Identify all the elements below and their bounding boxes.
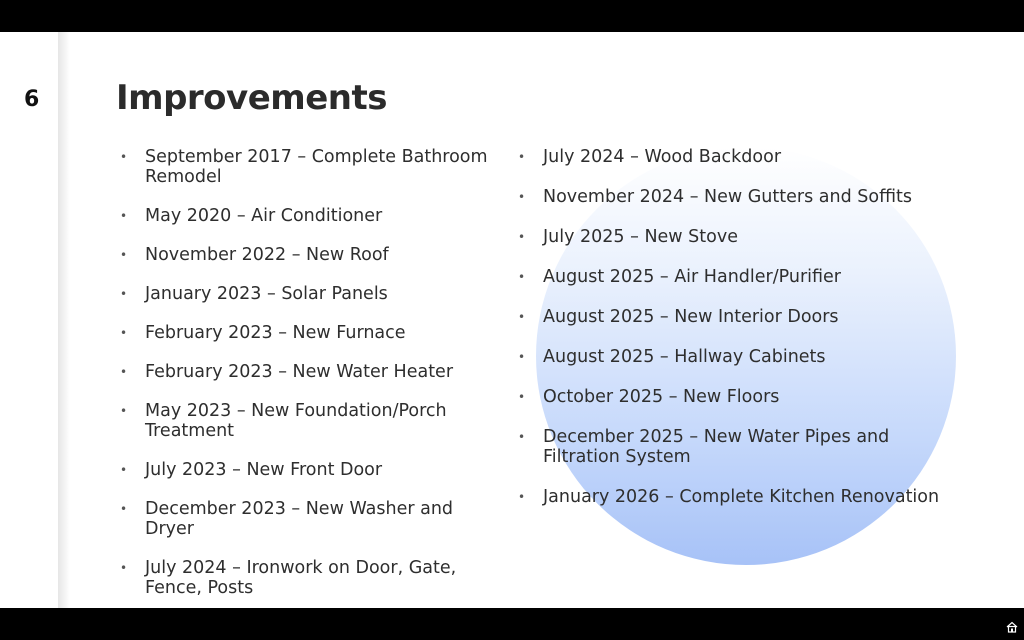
bullet-icon: •	[120, 502, 128, 516]
list-item-text: July 2024 – Ironwork on Door, Gate, Fence, Posts	[145, 558, 457, 598]
list-item	[120, 323, 500, 343]
bullet-icon: •	[120, 287, 128, 301]
bullet-icon: •	[518, 150, 526, 164]
list-item	[120, 147, 500, 187]
bullet-icon: •	[120, 561, 128, 575]
list-item	[518, 387, 943, 407]
list-item-text: February 2023 – New Water Heater	[145, 362, 454, 382]
list-item-text: January 2023 – Solar Panels	[145, 284, 388, 304]
list-item-text: October 2025 – New Floors	[543, 387, 780, 407]
list-item	[518, 487, 943, 507]
list-item	[518, 427, 943, 467]
slide-title: Improvements	[116, 78, 387, 118]
list-item-text: July 2025 – New Stove	[543, 227, 738, 247]
list-item-text: July 2023 – New Front Door	[145, 460, 383, 480]
list-item	[120, 401, 500, 441]
list-item-text: May 2020 – Air Conditioner	[145, 206, 383, 226]
bullet-icon: •	[120, 248, 128, 262]
list-item	[120, 460, 500, 480]
list-item	[518, 267, 943, 287]
bullet-icon: •	[120, 463, 128, 477]
list-item	[518, 307, 943, 327]
slide	[0, 32, 1024, 608]
list-item	[518, 347, 943, 367]
list-item	[120, 362, 500, 382]
bullet-icon: •	[518, 270, 526, 284]
bullet-icon: •	[518, 430, 526, 444]
list-item	[120, 245, 500, 265]
bullet-icon: •	[518, 230, 526, 244]
bullet-icon: •	[518, 350, 526, 364]
improvements-list-left	[120, 147, 500, 608]
bullet-icon: •	[518, 310, 526, 324]
list-item-text: November 2022 – New Roof	[145, 245, 389, 265]
list-item-text: February 2023 – New Furnace	[145, 323, 406, 343]
bullet-icon: •	[518, 490, 526, 504]
list-item-text: December 2023 – New Washer and Dryer	[145, 499, 454, 539]
list-item	[120, 499, 500, 539]
list-item-text: September 2017 – Complete Bathroom Remodel	[145, 147, 488, 187]
bullet-icon: •	[120, 150, 128, 164]
list-item	[120, 206, 500, 226]
bullet-icon: •	[120, 365, 128, 379]
list-item-text: November 2024 – New Gutters and Soffits	[543, 187, 912, 207]
bullet-icon: •	[120, 404, 128, 418]
list-item-text: January 2026 – Complete Kitchen Renovation	[543, 487, 940, 507]
list-item-text: July 2024 – Wood Backdoor	[543, 147, 782, 167]
bullet-icon: •	[518, 390, 526, 404]
improvements-list-right	[518, 147, 943, 527]
bottom-letterbox-bar	[0, 608, 1024, 640]
list-item-text: August 2025 – New Interior Doors	[543, 307, 839, 327]
bullet-icon: •	[120, 326, 128, 340]
bullet-icon: •	[518, 190, 526, 204]
list-item-text: August 2025 – Hallway Cabinets	[543, 347, 826, 367]
list-item-text: December 2025 – New Water Pipes and Filtration System	[543, 427, 890, 467]
list-item-text: August 2025 – Air Handler/Purifier	[543, 267, 841, 287]
slide-number: 6	[24, 87, 40, 112]
list-item	[518, 187, 943, 207]
list-item	[120, 558, 500, 598]
top-letterbox-bar	[0, 0, 1024, 32]
list-item-text: May 2023 – New Foundation/Porch Treatment	[145, 401, 447, 441]
bullet-icon: •	[120, 209, 128, 223]
list-item	[518, 227, 943, 247]
list-item	[120, 284, 500, 304]
list-item	[518, 147, 943, 167]
home-icon[interactable]	[1006, 621, 1018, 633]
slide-left-accent-strip	[58, 32, 70, 608]
